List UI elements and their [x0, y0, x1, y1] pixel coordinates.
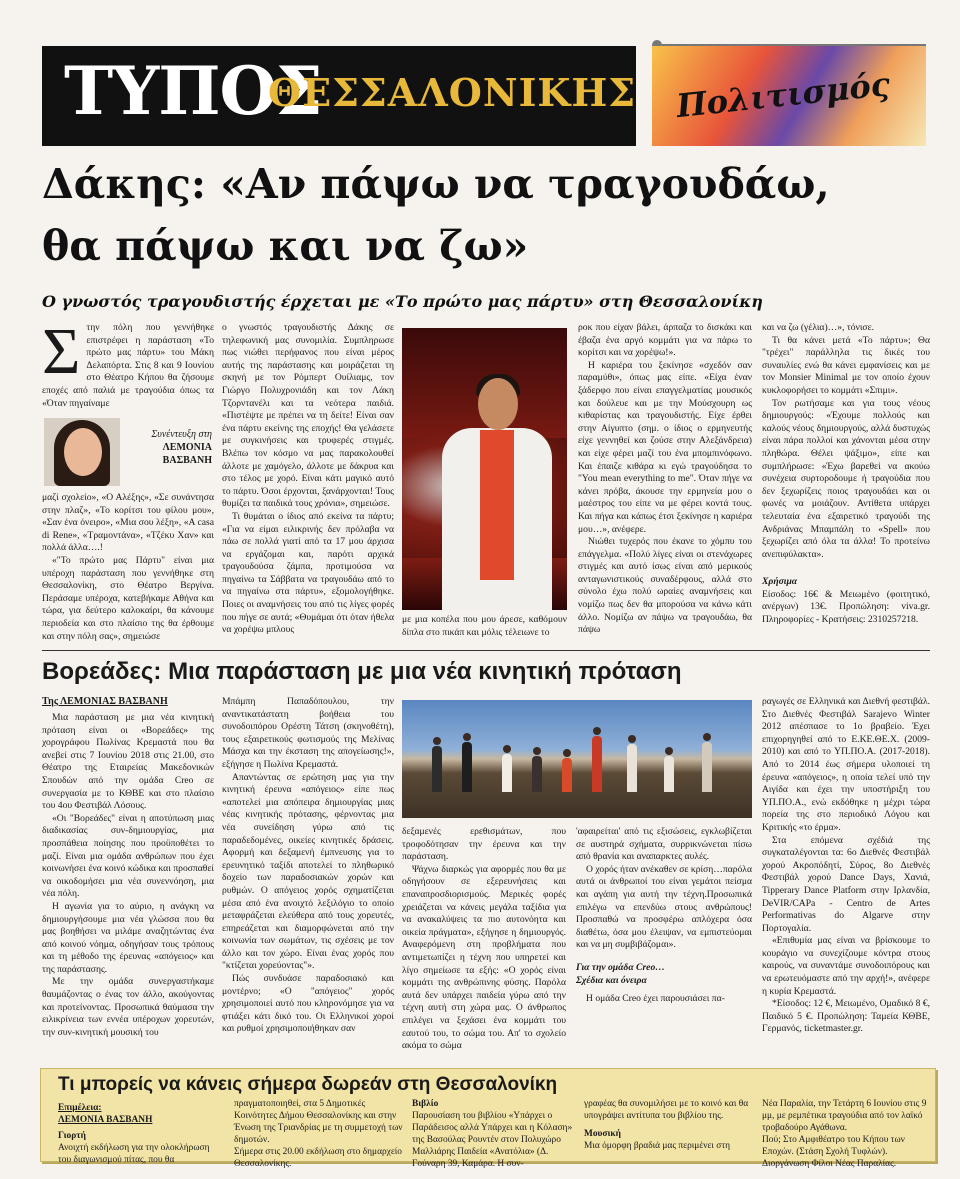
headline-line-2: θα πάψω και να ζω»	[42, 222, 529, 270]
article2-paragraph: Μια παράσταση με μια νέα κινητική πρόταση είναι οι «Βορεάδες» της χορογράφου Πωλίνας Κρεμαστά που θα ανεβεί στις 7 Ιουνίου 2018 στις 21.00, στο Θέατρο της Εταιρείας Μακεδονικών Σπουδών από την ομάδα Creo σε συνεργασία με το ΚΘΒΕ και στο πλαίσιο του 4ου Φεστιβάλ Λόσους.	[42, 712, 214, 812]
article2-paragraph: Απαντώντας σε ερώτηση μας για την κινητική έρευνα «απόγειος» είπε πως «αποτελεί μια απόπειρα δημιουργίας μιας νέας κινητικής πρότασης, φέρνοντας μια νέα συνείδηση γύρω από τις παραδεδομένες, οικείες κινητικές δράσεις. Αφορμή και δεξαμενή έμπνευσης για το ερευνητικό ταξίδι αποτελεί το πληθωρικό δοχείο των παραδοσιακών χορών και ρυθμών. Ο απόγειος χορός σχηματίζεται μέσα από ένα ανοιχτό λεξιλόγιο το οποίο μεταφράζεται ελεύθερα από τους χορευτές, επηρεάζεται και διαμορφώνεται από την κοινωνία των σωμάτων, τις σχέσεις με τον άλλο και τον χώρο. Είναι ένας χορός που "κτίζεται χορεύοντας"».	[222, 771, 394, 972]
article2-paragraph: Η αγωνία για το αύριο, η ανάγκη να δημιουργήσουμε μια νέα γλώσσα που θα μας βοηθήσει να μιλάμε αναζητώντας ένα από κοινού νόημα, οδηγήσαν τους τρόπους και τη μέθοδο της έρευνας «απόγειος» και της παράστασης.	[42, 900, 214, 975]
event-text: γραφέας θα συνομιλήσει με το κοινό και θα υπογράψει αντίτυπα του βιβλίου της.	[584, 1099, 749, 1121]
article2-col5	[762, 696, 930, 1060]
interview-byline	[124, 428, 212, 467]
dancers-photo	[402, 700, 752, 818]
section-divider	[42, 650, 930, 651]
article2-col4	[576, 826, 752, 1060]
article1-paragraph: Τι θυμάται ο ίδιος από εκείνα τα πάρτυ; «Για να είμαι ειλικρινής δεν πρόλαβα να πάω σε πολλά γιατί από τα 17 μου άρχισα να εργάζομαι και, παρότι αρχικά τραγουδούσα ζάμπα, προτιμούσα να πηγαίνω τα Σάββατα να τραγουδάω από το να πηγαίνω στα πάρτυ», εξομολογήθηκε. Ποιες οι αναμνήσεις του από τις λίγες φορές που πήγε σε αυτά; «Θυμάμαι ότι όταν ήθελα να χορέψω μπλους	[222, 510, 394, 636]
useful-info-text: Είσοδος: 16€ & Μειωμένο (φοιτητικό, ανέργων) 13€. Προπώληση: viva.gr. Πληροφορίες - Κρατήσεις: 2310257218.	[762, 588, 930, 625]
event-text: Ανοιχτή εκδήλωση για την ολοκλήρωση του διαγωνισμού πίτας, που θα	[58, 1143, 210, 1165]
article2-paragraph: Στα επόμενα σχέδιά της συγκαταλέγονται τα: 6ο Διεθνές Φεστιβάλ χορού Ακροπόδητί, Σύρος, 8ο Διεθνές Φεστιβάλ χορού Dance Days, Χανιά, Tipperary Dance Platform στην Ιρλανδία, DeVIR/CAPa - Centro de Artes Performativas do Algarve στην Πορτογαλία.	[762, 834, 930, 934]
masthead-thessaloniki: ΘΕΣΣΑΛΟΝΙΚΗΣ	[268, 70, 637, 115]
editor-name: ΛΕΜΟΝΙΑ ΒΑΣΒΑΝΗ	[58, 1115, 153, 1125]
article2-paragraph: 'αφαιρείται' από τις εξισώσεις, εγκλωβίζεται σε αυστηρά σχήματα, συρρικνώνεται πίσω από θρανία και αναπαρκτες αυλές.	[576, 826, 752, 863]
article1-col4	[762, 322, 930, 572]
article2-col1	[42, 712, 214, 1060]
event-text: Πού; Στο Αμφιθέατρο του Κήπου των Εποχών. (Στάση Σχολή Τυφλών).	[762, 1135, 905, 1157]
event-text: Μια όμορφη βραδιά μας περιμένει στη	[584, 1141, 730, 1151]
article2-paragraph: Με την ομάδα συνεργαστήκαμε θαυμάζοντας ο ένας τον άλλο, ακούγοντας και προτείνοντας. Προσωπικά θαύμασα την ειλικρίνεια των εννέα υπέροχων χορευτών, την συν-κινητική μουσική του	[42, 976, 214, 1038]
useful-info	[762, 576, 930, 638]
free-col-5	[762, 1098, 928, 1169]
article1-col3	[578, 322, 752, 640]
article1-paragraph: Νιώθει τυχερός που έκανε το χόμπυ του επάγγελμα. «Πολύ λίγες είναι οι στενάχωρες στιγμές και αυτό ίσως είναι από μερικούς ανταγωνιστικούς συναδέρφους, αλλά στο σύνολο έχω πολύ ωραίες αναμνήσεις και νομίζω πως δεν θα μπορούσα να κάνω κάτι άλλο. Νομίζω αν πάψω να τραγουδάω, θα πάψω	[578, 536, 752, 636]
event-heading-celebration: Γιορτή	[58, 1131, 86, 1141]
article2-paragraph: δεξαμενές ερεθισμάτων, που τροφοδότησαν την έρευνα και την παράσταση.	[402, 826, 566, 863]
article1-paragraph: ο γνωστός τραγουδιστής Δάκης σε τηλεφωνική μας συνομιλία. Συμπληρωσε πως νιώθει περήφανος που είναι μέρος αυτής της παράστασης και μοιράζεται τη σκηνή με τον Ρόμπερτ Ουίλιαμς, τον Γιώργο Πολυχρονιάδη και τον Λάκη Τζορντανέλι και τα νεότερα παιδιά. «Πιστέψτε με πρέπει να τη δείτε! Είναι σαν ένα πάρτυ εκείνης της εποχής! Θα γελάσετε με συγκινήσεις και τρυφερές στιγμές. Βλέπω τον κόσμο να μας παρακολουθεί άλλοτε με χαμόγελο, άλλοτε με δάκρυα και στο τέλος με χορό. Είναι κάτι μαγικό αυτό το πάρτυ. Όσοι έρχονται, ξανάρχονται! Τους θυμίζει τα παιδικά τους χρόνια», σημειώσε.	[222, 322, 394, 510]
article1-paragraph: Τι θα κάνει μετά «Το πάρτυ»; Θα "τρέχει" παράλληλα τις δικές του συναυλίες ενώ θα κάνει εμφανίσεις και με τον Monsier Minimal με τον οποίο έχουν κυκλοφορήσει το κομμάτι «Σπιμι».	[762, 334, 930, 396]
event-text: Παρουσίαση του βιβλίου «Υπάρχει ο Παράδεισος αλλά Υπάρχει και η Κόλαση» της Βασούλας Ρουντέν στον Πολυχώρο Μαλλιάρης Παιδεία «Ανατόλια» (Δ. Γούναρη 39, Καμάρα. Η συν-	[412, 1111, 573, 1169]
event-text: Σήμερα στις 20.00 εκδήλωση στο δημαρχείο Θεσσαλονίκης.	[234, 1147, 402, 1169]
photo-caption	[402, 614, 567, 642]
article1-col1-bottom	[42, 492, 214, 642]
article2-headline: Βορεάδες: Μια παράσταση με μια νέα κινητική πρόταση	[42, 658, 682, 685]
free-col-4	[584, 1098, 752, 1158]
article1-paragraph: Η καριέρα του ξεκίνησε «σχεδόν σαν παραμύθι», όπως μας είπε. «Είχα έναν ξάδερφο που είναι επαγγελματίας μουσικός και δούλευε και με την Μούσχουρη ως κιθαρίστας και τραγουδιστής. Είχε έρθει στην Αίγυπτο (σημ. ο ίδιος ο ερμηνευτής είχε γεννηθεί και ζούσε στην Αλεξάνδρεια) και είχε φέρει μαζί του ένα μπομπινόφωνο. Και έπαιζε κιθάρα κι εγώ τραγούδησα το "You mean everything to me". Όταν πήγε να κάνει πρόβα, άκουσε την ερμηνεία μου ο μαέστρος του είπε να με φέρει κοντά τους. Και πήγα και κάπως έτσι ξεκίνησε η καριέρα μου…», ανέφερε.	[578, 359, 752, 535]
event-text: Διοργάνωση Φίλοι Νέας Παραλίας.	[762, 1159, 897, 1169]
caption-text: με μια κοπέλα που μου άρεσε, καθόμουν δίπλα στο πικάπ και μόλις τέλειωνε το	[402, 614, 567, 638]
standfirst: Ο γνωστός τραγουδιστής έρχεται με «Το πρώτο μας πάρτυ» στη Θεσσαλονίκη	[42, 292, 763, 311]
creo-subheading-2: Σχέδια και όνειρα	[576, 974, 647, 986]
article2-paragraph: Πώς συνδυάσε παραδοσιακό και μοντέρνο; «Ο "απόγειος" χορός χρησιμοποιεί αυτό που κληρονόμησε για να φτιάξει κάτι δικό του. Οι Ελληνικοί χοροί και ρυθμοί χρησιμοποιήθηκαν σαν	[222, 973, 394, 1035]
free-col-3	[412, 1098, 582, 1169]
masthead	[42, 46, 636, 146]
byline-label: Συνέντευξη στη	[151, 429, 212, 440]
article1-col1-top	[42, 315, 214, 418]
singer-photo	[402, 328, 567, 610]
article2-paragraph: Ο χορός ήταν ανέκαθεν σε κρίση…παρόλα αυτά οι άνθρωποί του είναι γεμάτοι πείσμα και αγάπη για αυτή την τέχνη.Προσωπικά επιλέγω να επενδύω στους ανθρώπους! Προσπαθώ να προσφέρω απλόχερα όσα διαθέτω, όσα μου έλειψαν, να εμπιστεύομαι και να μη συμβιβάζομαι».	[576, 863, 752, 951]
byline-name-1: ΛΕΜΟΝΙΑ	[162, 442, 212, 453]
article2-paragraph: Μπάμπη Παπαδόπουλου, την αναντικατάστατη βοήθεια του συνοδοιπόρου Ορέστη Τάτση (σκηνοθέτη), τους εξαιρετικούς φωτισμούς της Μελίνας Μάσχα και την έκσταση της απογείωσης!», εξήγησε η Πωλίνα Κρεμαστά.	[222, 696, 394, 770]
free-col-2	[234, 1098, 404, 1169]
article2-paragraph: Ψάχνω διαρκώς για αφορμές που θα με οδηγήσουν σε εξερευνήσεις και επαναπροσδιορισμούς. Μερικές φορές χρειάζεται να κάνεις μεγάλα ταξίδια για να ανακαλύψεις τα πιο αυτονόητα και οικεία πράγματα», εξήγησε η δημιουργός. Αναφερόμενη στη προβλήματα που αντιμετωπίζει η τέχνη που υπηρετεί και λίγο σημείωσε τα εξής: «Ο χορός είναι κομμάτι της ανθρώπινης φύσης. Παρόλα αυτά δεν υπάρχει παιδεία γύρω από την τέχνη αυτή στη χώρα μας. Ο άνθρωπος επιλέγει να ξεχάσει ένα κομμάτι του εαυτού του, το σώμα του. Απ' το σχολείο ακόμα το σώμα	[402, 863, 566, 1052]
article2-col2	[222, 696, 394, 1060]
article1-paragraph: «"Το πρώτο μας Πάρτυ" είναι μια υπέροχη παράσταση που γεννήθηκε στη Θεσσαλονίκη, στο Θέατρο Βεργίνα. Περάσαμε υπέροχα, κατεβήκαμε Αθήνα και τώρα, για δεύτερο καλοκαίρι, θα κάνουμε περιοδεία και στο πλαίσιο της θα έρθουμε και στην πόλη σας», σημειώσε	[42, 554, 214, 642]
event-text: πραγματοποιηθεί, στα 5 Δημοτικές Κοινότητες Δήμου Θεσσαλονίκης και στην Ένωση της Τριανδρίας με τη συμμετοχή των δημοτών.	[234, 1099, 403, 1145]
article1-paragraph: ροκ που είχαν βάλει, άρπαζα το δισκάκι και έβαζα ένα αργό κομμάτι για να πάρω το κορίτσι και να χορέψω!».	[578, 322, 752, 359]
article2-paragraph: ραγωγές σε Ελληνικά και Διεθνή φεστιβάλ. Στο Διεθνές Φεστιβάλ Sarajevo Winter 2012 απέσπασε το 1ο βραβείο. Έχει επιχορηγηθεί από το Ε.ΚΕ.ΘΕ.Χ. (2009-2010) και από το ΥΠ.ΠΟ.Α. (2017-2018). Από το 2014 έως σήμερα υλοποιεί τη έρευνα «απόγειος», η οποία τελεί υπό την Αιγίδα και έχει την υποστήριξη του ΥΠ.ΠΟ.Α., ενώ εκδόθηκε η μέχρι τώρα πορεία της στο περιοδικό Λόγου και Κριτικής «το έρμα».	[762, 696, 930, 833]
headline-line-1: Δάκης: «Αν πάψω να τραγουδάω,	[42, 160, 830, 208]
section-label: Πολιτισμός	[674, 64, 892, 126]
section-banner	[652, 46, 926, 146]
article2-paragraph: *Είσοδος: 12 €, Μειωμένο, Ομαδικό 8 €, Παιδικό 5 €. Προπώληση: Ταμεία ΚΘΒΕ, Γερμανός, ticketmaster.gr.	[762, 998, 930, 1035]
author-photo	[44, 418, 120, 486]
byline-name-2: ΒΑΣΒΑΝΗ	[162, 455, 212, 466]
article2-col3	[402, 826, 566, 1060]
article2-byline: Της ΛΕΜΟΝΙΑΣ ΒΑΣΒΑΝΗ	[42, 696, 168, 707]
free-events-title: Τι μπορείς να κάνεις σήμερα δωρεάν στη Θεσσαλονίκη	[58, 1074, 558, 1095]
dropcap: Σ	[42, 315, 81, 388]
editor-label: Επιμέλεια:	[58, 1103, 102, 1113]
article1-paragraph: και να ζω (γέλια)…», τόνισε.	[762, 322, 875, 333]
event-text: Νέα Παραλία, την Τετάρτη 6 Ιουνίου στις 9 μμ, με ρεμπέτικα τραγούδια από τον λαϊκό τροβαδούρο Αγάθωνα.	[762, 1099, 927, 1133]
article1-paragraph: Τον ρωτήσαμε και για τους νέους δημιουργούς: «Έχουμε πολλούς και καλούς νέους δημιουργούς, αλλά δυστυχώς είναι πάρα πολλοί και χάνονται μέσα στην πληθώρα. Θέλει ψάξιμο», είπε και συμπλήρωσε: «Έχω βαρεθεί να ακούω συνέχεια συρτοροδουμε ή τραγούδια που δεν ξεχωρίζεις ποιος τραγουδάει και οι φωνές να μοιάζουν. Αντίθετα υπάρχει τελευταία ένα εξαιρετικό τραγούδι της Ανδριάνας Μπαμπάλη το «Spell» που ξεχωρίζει από όλα τα άλλα! Το προτείνω ανεπιφύλακτα».	[762, 397, 930, 560]
event-heading-book: Βιβλίο	[412, 1099, 439, 1109]
creo-subheading-1: Για την ομάδα Creo…	[576, 961, 665, 973]
article1-paragraph: την πόλη που γεννήθηκε επιστρέφει η παράσταση «Το πρώτο μας πάρτυ» του Μάκη Δελαπόρτα. Στις 8 και 9 Ιουνίου στο Θέατρο Κήπου θα ζήσουμε εποχές από παλιά με τραγούδια όπως τα «Όταν πηγαίναμε	[42, 322, 214, 409]
event-heading-music: Μουσική	[584, 1129, 621, 1139]
article2-paragraph: «Επιθυμία μας είναι να βρίσκουμε το κουράγιο να συνεχίζουμε κόντρα στους καιρούς, να συναντάμε συνοδοιπόρους και να ερωτευόμαστε από την αρχή!», ανέφερε η κυρία Κρεμαστά.	[762, 935, 930, 997]
useful-info-title: Χρήσιμα	[762, 576, 798, 587]
article2-paragraph: Η ομάδα Creo έχει παρουσιάσει πα-	[586, 993, 725, 1005]
article1-col2	[222, 322, 394, 640]
article1-paragraph: μαζί σχολείο», «Ο Αλέξης», «Σε συνάντησα στην πλαζ», «Το κορίτσι του φίλου μου», «Σαν ένα όνειρο», «Μια σου λέξη», «A casa di Rene», «Τραμοντάνα», «Τζέκυ Χαν» και πολλά άλλα….!	[42, 492, 214, 554]
free-col-1	[58, 1102, 224, 1165]
masthead-typos: ΤΥΠΟΣ	[64, 52, 322, 130]
article2-paragraph: «Οι "Βορεάδες" είναι η αποτύπωση μιας διαδικασίας συν-δημιουργίας, μια προσπάθεια ποίησης που προϋποθέτει το μαζί. Είναι μια ομάδα ανθρώπων που έχει κοινωνήσει ένα κοινό κώδικα και προσπαθεί να οικοδομήσει μια νέα συνεννόηση, μια νέα πόλη.	[42, 812, 214, 900]
